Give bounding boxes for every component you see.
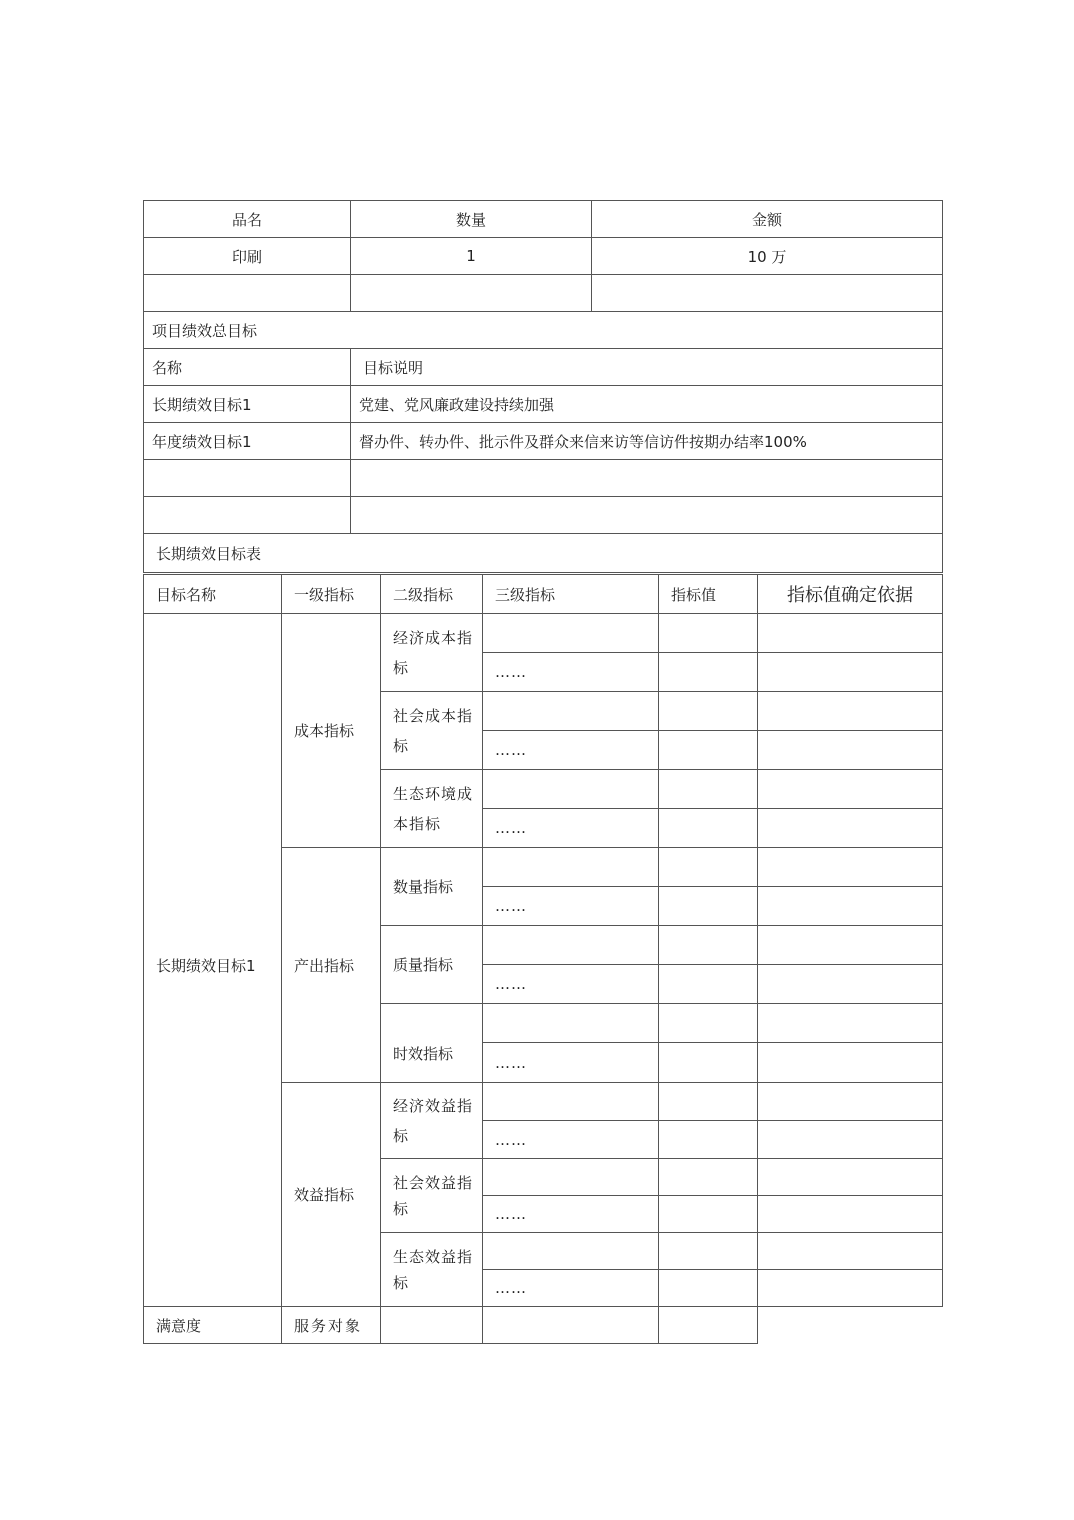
empty-cell [659, 1233, 758, 1270]
header-level1: 一级指标 [282, 575, 381, 614]
empty-cell [659, 1159, 758, 1196]
empty-cell [483, 926, 659, 965]
empty-cell [659, 770, 758, 809]
empty-cell [351, 275, 592, 312]
empty-cell [758, 1043, 943, 1083]
empty-cell [483, 848, 659, 887]
empty-cell [381, 1307, 483, 1344]
empty-cell [758, 1004, 943, 1043]
empty-cell [483, 1307, 659, 1344]
ellipsis-cell: …… [483, 1121, 659, 1159]
header-goal-name: 名称 [144, 349, 351, 386]
empty-cell [483, 1159, 659, 1196]
level2-eco-cost: 生态环境成本指标 [381, 770, 483, 848]
ellipsis-cell: …… [483, 1196, 659, 1233]
header-item-name: 品名 [144, 201, 351, 238]
empty-cell [659, 1043, 758, 1083]
cell-quantity: 1 [351, 238, 592, 275]
empty-cell [758, 731, 943, 770]
header-quantity: 数量 [351, 201, 592, 238]
long-term-goal-table [143, 574, 943, 1344]
empty-cell [758, 653, 943, 692]
level2-service: 服务对象 [282, 1307, 381, 1344]
empty-cell [659, 887, 758, 926]
empty-cell [483, 614, 659, 653]
empty-cell [758, 926, 943, 965]
empty-cell [659, 809, 758, 848]
empty-cell [659, 692, 758, 731]
empty-cell [483, 1004, 659, 1043]
header-indicator-basis: 指标值确定依据 [758, 575, 943, 614]
empty-cell [144, 275, 351, 312]
empty-cell [351, 460, 943, 497]
empty-cell [483, 692, 659, 731]
ellipsis-cell: …… [483, 1270, 659, 1307]
level2-economic-cost: 经济成本指标 [381, 614, 483, 692]
header-indicator-value: 指标值 [659, 575, 758, 614]
overall-goal-table [143, 311, 943, 573]
empty-cell [758, 692, 943, 731]
empty-cell [659, 848, 758, 887]
ellipsis-cell: …… [483, 887, 659, 926]
empty-cell [758, 1159, 943, 1196]
empty-cell [758, 848, 943, 887]
empty-cell [758, 1196, 943, 1233]
level1-benefit: 效益指标 [282, 1083, 381, 1307]
empty-cell [659, 1196, 758, 1233]
empty-cell [758, 614, 943, 653]
empty-cell [144, 497, 351, 534]
level2-timeliness: 时效指标 [381, 1004, 483, 1083]
level2-social-benefit: 社会效益指标 [381, 1159, 483, 1233]
level2-quantity: 数量指标 [381, 848, 483, 926]
empty-cell [758, 1121, 943, 1159]
ellipsis-cell: …… [483, 731, 659, 770]
empty-cell [758, 965, 943, 1004]
level1-cost: 成本指标 [282, 614, 381, 848]
goal-name-cell: 长期绩效目标1 [144, 386, 351, 423]
empty-cell [659, 614, 758, 653]
header-level3: 三级指标 [483, 575, 659, 614]
empty-cell [758, 809, 943, 848]
goal-desc-cell: 督办件、转办件、批示件及群众来信来访等信访件按期办结率100% [351, 423, 943, 460]
empty-cell [758, 1083, 943, 1121]
level2-social-cost: 社会成本指标 [381, 692, 483, 770]
cell-item-name: 印刷 [144, 238, 351, 275]
empty-cell [659, 1270, 758, 1307]
empty-cell [659, 1307, 758, 1344]
header-goal-name: 目标名称 [144, 575, 282, 614]
level1-satisfaction: 满意度 [144, 1307, 282, 1344]
empty-cell [758, 887, 943, 926]
header-amount: 金额 [592, 201, 943, 238]
empty-cell [144, 460, 351, 497]
empty-cell [659, 731, 758, 770]
header-goal-desc: 目标说明 [351, 349, 943, 386]
procurement-table [143, 200, 943, 312]
goal-desc-cell: 党建、党风廉政建设持续加强 [351, 386, 943, 423]
level1-output: 产出指标 [282, 848, 381, 1083]
empty-cell [659, 1004, 758, 1043]
empty-cell [659, 1121, 758, 1159]
goal-name-cell: 长期绩效目标1 [144, 614, 282, 1307]
ellipsis-cell: …… [483, 653, 659, 692]
ellipsis-cell: …… [483, 809, 659, 848]
empty-cell [351, 497, 943, 534]
goal-name-cell: 年度绩效目标1 [144, 423, 351, 460]
empty-cell [758, 1233, 943, 1270]
level2-quality: 质量指标 [381, 926, 483, 1004]
section-title-long-term: 长期绩效目标表 [144, 534, 943, 573]
section-title-overall-goal: 项目绩效总目标 [144, 312, 943, 349]
empty-cell [659, 1083, 758, 1121]
cell-amount: 10 万 [592, 238, 943, 275]
empty-cell [659, 965, 758, 1004]
empty-cell [483, 770, 659, 809]
ellipsis-cell: …… [483, 1043, 659, 1083]
empty-cell [659, 926, 758, 965]
level2-eco-benefit: 生态效益指标 [381, 1233, 483, 1307]
empty-cell [758, 1270, 943, 1307]
empty-cell [483, 1083, 659, 1121]
empty-cell [659, 653, 758, 692]
header-level2: 二级指标 [381, 575, 483, 614]
empty-cell [592, 275, 943, 312]
level2-economic-benefit: 经济效益指标 [381, 1083, 483, 1159]
empty-cell [483, 1233, 659, 1270]
ellipsis-cell: …… [483, 965, 659, 1004]
empty-cell [758, 770, 943, 809]
